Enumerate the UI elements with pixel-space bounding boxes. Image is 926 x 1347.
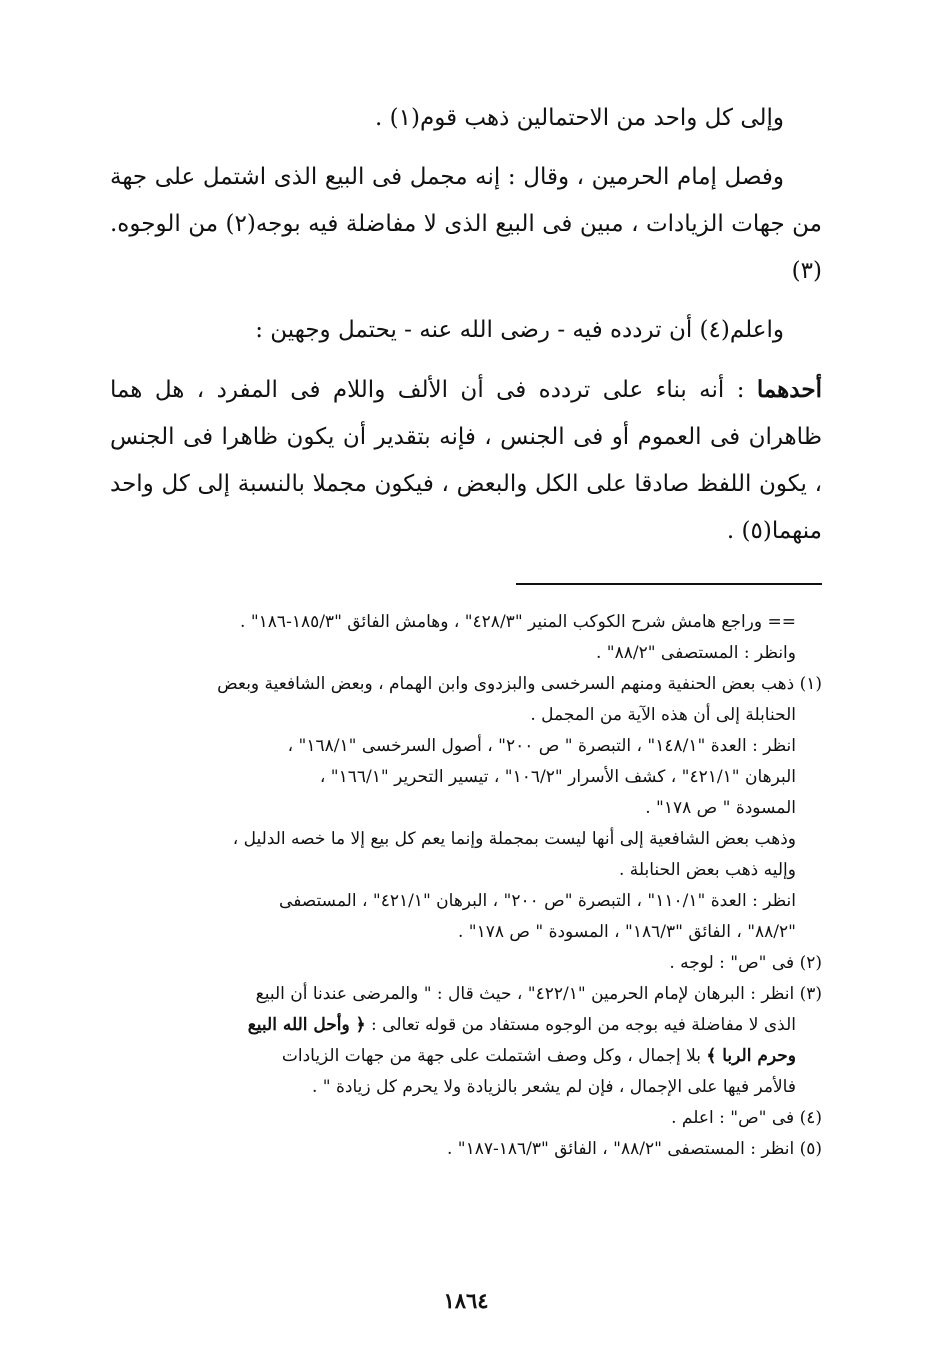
quran-verse: ﴿ وأحل الله البيع — [247, 1015, 366, 1035]
footnote-1-line: انظر : العدة "١١٠/١" ، التبصرة "ص ٢٠٠" ، البرهان "٤٢١/١" ، المستصفى — [279, 891, 796, 911]
paragraph-3: واعلم(٤) أن تردده فيه - رضى الله عنه - يحتمل وجهين : — [255, 317, 784, 343]
paragraph-4-text: : أنه بناء على تردده فى أن الألف واللام فى المفرد ، هل هما ظاهران فى العموم أو فى الجنس ، فإنه بتقدير أن يكون ظاهرا فى الجنس ، يكون اللفظ صادقا على الكل والبعض ، فيكون مجملا بالنسبة إلى كل واحد منهما(٥) . — [110, 377, 822, 544]
footnote-1-line: انظر : العدة "١٤٨/١" ، التبصرة " ص ٢٠٠" ، أصول السرخسى "١٦٨/١" ، — [287, 736, 796, 756]
footnote-3-text: الذى لا مفاضلة فيه بوجه من الوجوه مستفاد من قوله تعالى : — [371, 1015, 796, 1035]
footnote-3-line: فالأمر فيها على الإجمال ، فإن لم يشعر بالزيادة ولا يحرم كل زيادة " . — [311, 1077, 796, 1097]
footnote-4-line: (٤) فى "ص" : اعلم . — [671, 1108, 822, 1128]
footnote-1-line: وإليه ذهب بعض الحنابلة . — [618, 860, 796, 880]
page-number: ١٨٦٤ — [443, 1288, 489, 1313]
footnote-3-line: (٣) انظر : البرهان لإمام الحرمين "٤٢٢/١" ، حيث قال : " والمرضى عندنا أن البيع — [255, 984, 822, 1004]
footnote-1-line: "٨٨/٢" ، الفائق "١٨٦/٣" ، المسودة " ص ١٧٨" . — [457, 922, 796, 942]
footnote-2-line: (٢) فى "ص" : لوجه . — [669, 953, 822, 973]
footnote-1-line: (١) ذهب بعض الحنفية ومنهم السرخسى والبزدوى وابن الهمام ، وبعض الشافعية وبعض — [217, 674, 822, 694]
paragraph-1: وإلى كل واحد من الاحتمالين ذهب قوم(١) . — [375, 105, 784, 131]
footnote-3-text: بلا إجمال ، وكل وصف اشتملت على جهة من جهات الزيادات — [281, 1046, 701, 1066]
main-text — [110, 95, 822, 555]
quran-verse: وحرم الربا ﴾ — [706, 1046, 796, 1066]
paragraph-2: وفصل إمام الحرمين ، وقال : إنه مجمل فى البيع الذى اشتمل على جهة من جهات الزيادات ، مبين فى البيع الذى لا مفاضلة فيه بوجه(٢) من الوجوه.(٣) — [110, 164, 822, 284]
footnote-3-line — [110, 1041, 822, 1072]
footnote-1-line: المسودة " ص ١٧٨" . — [645, 798, 796, 818]
paragraph-4-lead: أحدهما — [756, 376, 822, 403]
footnote-1-line: البرهان "٤٢١/١" ، كشف الأسرار "١٠٦/٢" ، تيسير التحرير "١٦٦/١" ، — [319, 767, 796, 787]
footnote-3-line — [110, 1010, 822, 1041]
document-page — [110, 95, 822, 1325]
paragraph-4 — [110, 366, 822, 555]
footnote-1-line: الحنابلة إلى أن هذه الآية من المجمل . — [530, 705, 796, 725]
footnote-1-line: وذهب بعض الشافعية إلى أنها ليست بمجملة وإنما يعم كل بيع إلا ما خصه الدليل ، — [232, 829, 796, 849]
footnote-continuation-line: وانظر : المستصفى "٨٨/٢" . — [595, 643, 796, 663]
footnote-separator — [516, 583, 822, 585]
footnotes — [110, 607, 822, 1165]
footnote-5-line: (٥) انظر : المستصفى "٨٨/٢" ، الفائق "١٨٦/٣-١٨٧" . — [446, 1139, 822, 1159]
footnote-continuation-line: == وراجع هامش شرح الكوكب المنير "٤٢٨/٣" ، وهامش الفائق "١٨٥/٣-١٨٦" . — [240, 612, 796, 632]
